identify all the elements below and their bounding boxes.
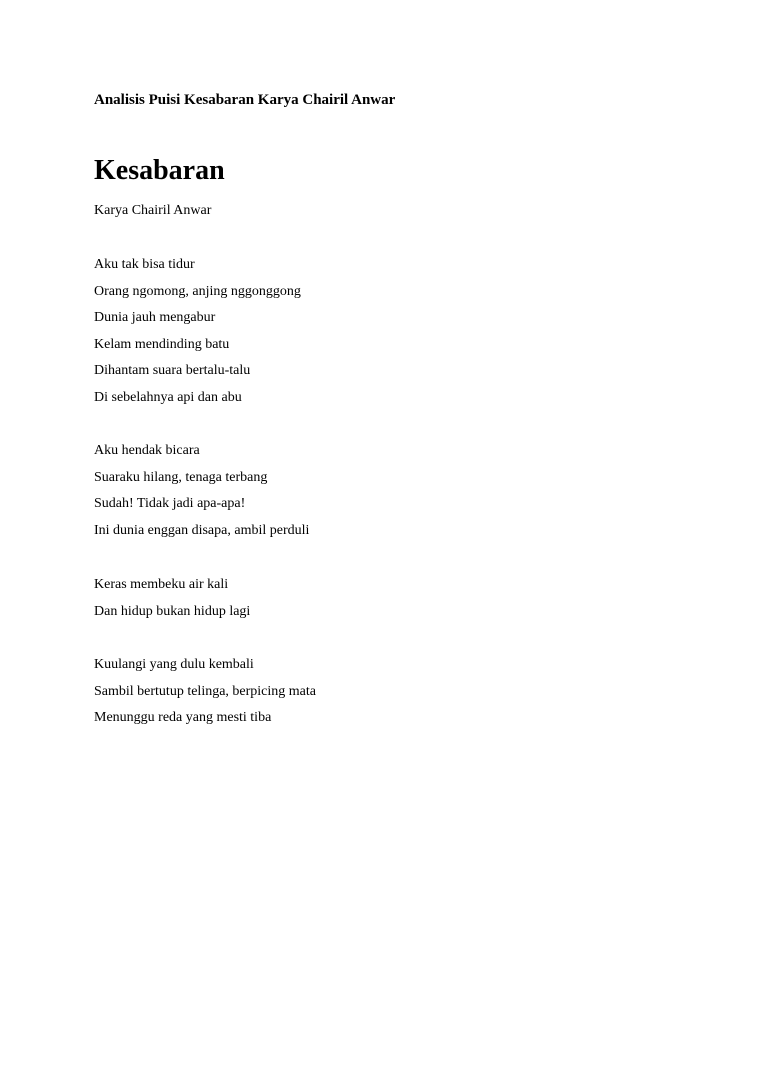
poem-line: Kelam mendinding batu <box>94 336 230 352</box>
poem-line: Keras membeku air kali <box>94 577 229 592</box>
poem-title: Kesabaran <box>94 155 225 186</box>
stanza-3 <box>94 575 250 628</box>
poem-author: Karya Chairil Anwar <box>94 203 212 218</box>
poem-line: Sudah! Tidak jadi apa-apa! <box>94 496 246 512</box>
document-heading: Analisis Puisi Kesabaran Karya Chairil Anwar <box>94 92 396 108</box>
stanza-1 <box>94 255 301 415</box>
stanza-4 <box>94 655 316 735</box>
poem-line: Dihantam suara bertalu-talu <box>94 363 251 379</box>
poem-line: Dan hidup bukan hidup lagi <box>94 603 251 619</box>
poem-line: Dunia jauh mengabur <box>94 310 216 326</box>
poem-line: Ini dunia enggan disapa, ambil perduli <box>94 522 310 538</box>
poem-line: Aku hendak bicara <box>94 443 200 458</box>
poem-line: Menunggu reda yang mesti tiba <box>94 710 272 726</box>
poem-line: Sambil bertutup telinga, berpicing mata <box>94 683 316 699</box>
poem-line: Aku tak bisa tidur <box>94 257 195 272</box>
poem-line: Di sebelahnya api dan abu <box>94 389 242 405</box>
poem-line: Orang ngomong, anjing nggonggong <box>94 283 301 299</box>
stanza-2 <box>94 441 309 547</box>
poem-line: Kuulangi yang dulu kembali <box>94 657 254 672</box>
poem-line: Suaraku hilang, tenaga terbang <box>94 469 268 485</box>
